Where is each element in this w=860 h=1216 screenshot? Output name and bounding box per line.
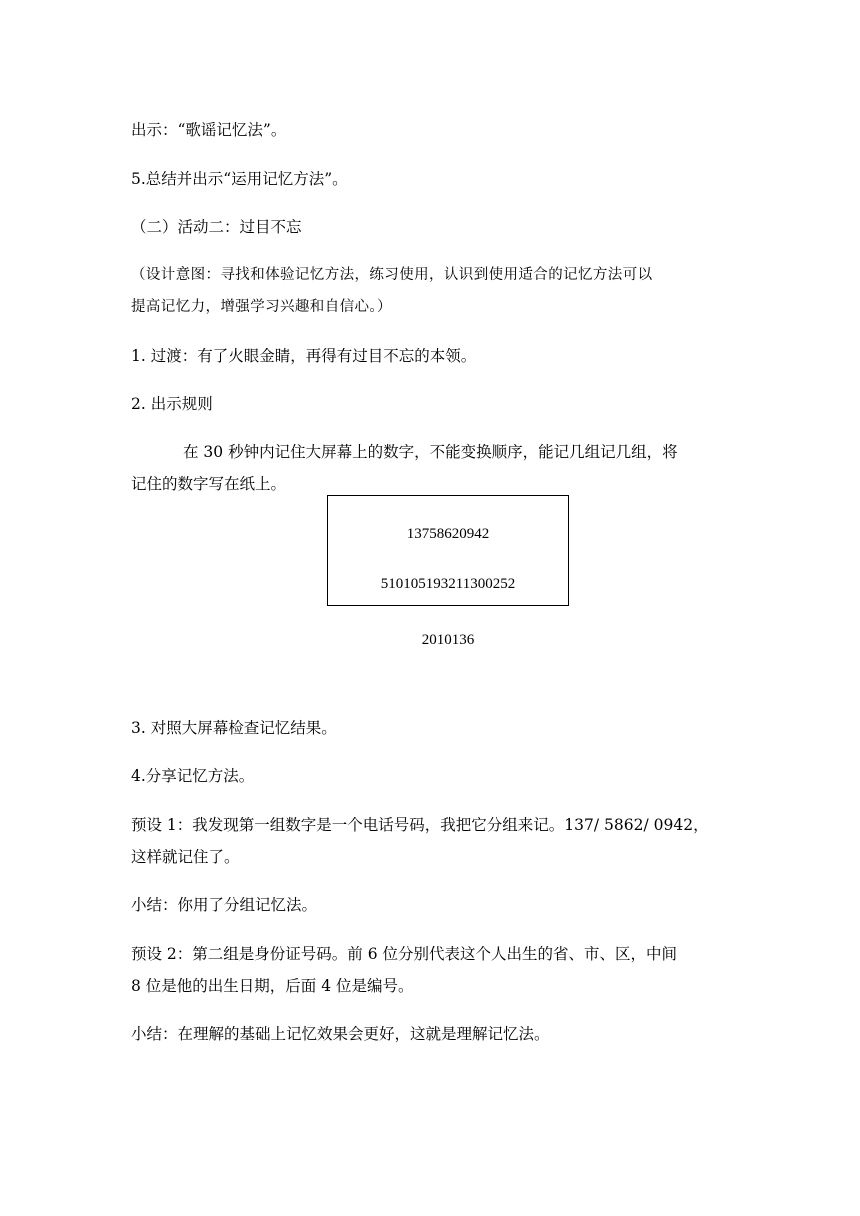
preset-2-line-1: 预设 2：第二组是身份证号码。前 6 位分别代表这个人出生的省、市、区，中间 bbox=[131, 945, 678, 963]
preset-1-line-1: 预设 1：我发现第一组数字是一个电话号码，我把它分组来记。137/ 5862/ 0942， bbox=[131, 816, 709, 834]
rules-text-line-2: 记住的数字写在纸上。 bbox=[131, 475, 287, 493]
numbers-box bbox=[327, 495, 569, 606]
number-phone: 13758620942 bbox=[406, 526, 490, 542]
number-id-card: 510105193211300252 bbox=[380, 576, 516, 592]
step-4-share: 4.分享记忆方法。 bbox=[131, 767, 255, 785]
paragraph-song-memory: 出示：“歌谣记忆法”。 bbox=[131, 121, 287, 139]
design-intent-line-1: （设计意图：寻找和体验记忆方法，练习使用，认识到使用适合的记忆方法可以 bbox=[131, 267, 653, 283]
step-2-show-rules: 2. 出示规则 bbox=[131, 395, 213, 413]
preset-1-line-2: 这样就记住了。 bbox=[131, 848, 240, 866]
step-3-check: 3. 对照大屏幕检查记忆结果。 bbox=[131, 719, 337, 737]
paragraph-summary-methods: 5.总结并出示“运用记忆方法”。 bbox=[131, 170, 348, 188]
design-intent-line-2: 提高记忆力，增强学习兴趣和自信心。） bbox=[131, 299, 392, 315]
step-1-transition: 1. 过渡：有了火眼金睛，再得有过目不忘的本领。 bbox=[131, 347, 477, 365]
summary-understanding-memory: 小结：在理解的基础上记忆效果会更好，这就是理解记忆法。 bbox=[131, 1025, 550, 1043]
preset-2-line-2: 8 位是他的出生日期，后面 4 位是编号。 bbox=[131, 977, 414, 995]
number-third-group: 2010136 bbox=[421, 632, 475, 648]
section-heading-activity-two: （二）活动二：过目不忘 bbox=[131, 218, 302, 236]
rules-text-line-1: 在 30 秒钟内记住大屏幕上的数字，不能变换顺序，能记几组记几组，将 bbox=[183, 443, 678, 461]
summary-group-memory: 小结：你用了分组记忆法。 bbox=[131, 896, 318, 914]
